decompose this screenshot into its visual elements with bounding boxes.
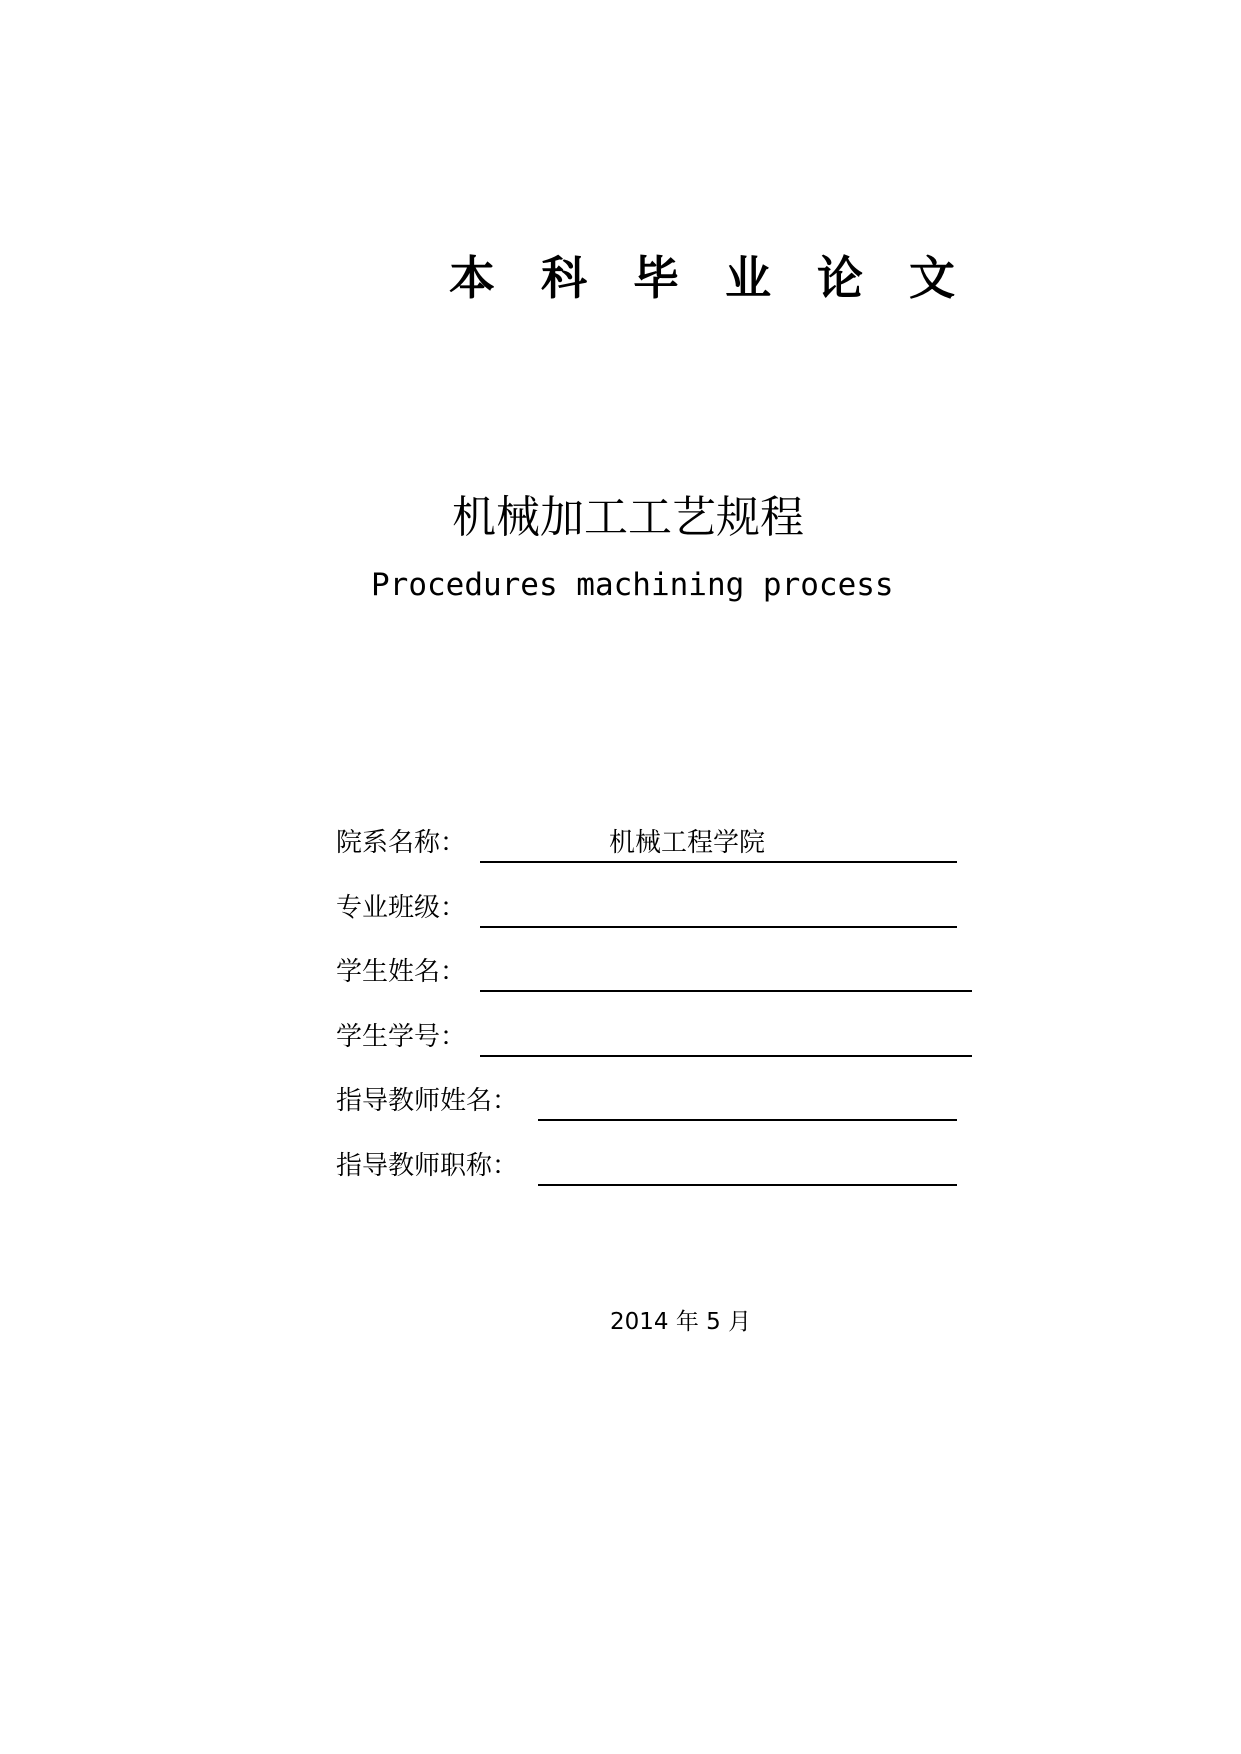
submission-date: 2014 年 5 月 [610,1309,752,1335]
field-label: 院系名称： [336,828,467,858]
field-label: 指导教师姓名： [336,1086,519,1116]
fill-in-line [538,1079,957,1121]
heading-char: 文 [909,251,955,305]
fill-in-line [480,886,957,928]
fill-in-line [480,950,972,992]
field-label: 学生姓名： [336,957,467,987]
thesis-title-english: Procedures machining process [371,567,894,603]
fill-in-line [538,1144,957,1186]
field-label: 专业班级： [336,893,467,923]
heading-char: 论 [817,251,863,305]
field-label: 学生学号： [336,1022,467,1052]
thesis-title-chinese: 机械加工工艺规程 [452,492,804,543]
heading-char: 科 [541,251,587,305]
field-value: 机械工程学院 [609,828,766,858]
fill-in-line [480,1015,972,1057]
thesis-type-heading [449,248,1001,308]
heading-char: 本 [449,251,495,305]
field-label: 指导教师职称： [336,1151,519,1181]
heading-char: 毕 [633,251,679,305]
heading-char: 业 [725,251,771,305]
